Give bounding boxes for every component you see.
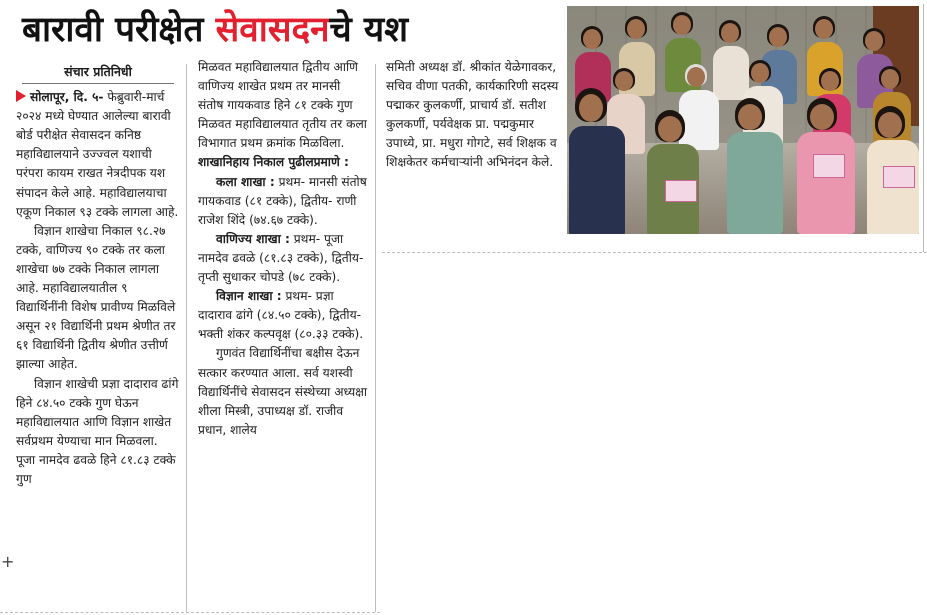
article-paragraph — [16, 88, 180, 222]
headline — [22, 2, 562, 58]
photo-bottom-rule — [382, 252, 927, 253]
science-text: प्रथम- प्रज्ञा दादाराव ढांगे (८४.५० टक्के), द्वितीय- भक्ती शंकर कल्पवृक्ष (८०.३३ टक्के). — [198, 289, 364, 342]
results-subhead: शाखानिहाय निकाल पुढीलप्रमाणे : — [198, 155, 349, 170]
crop-mark-icon: + — [1, 552, 15, 571]
article-column-2 — [198, 58, 368, 440]
article-paragraph: विज्ञान शाखेची प्रज्ञा दादाराव ढांगे हिने ८४.५० टक्के गुण घेऊन महाविद्यालयात आणि विज्ञान शाखेत सर्वप्रथम येण्याचा मान मिळवला. पूजा नामदेव ढवळे हिने ८१.८३ टक्के गुण — [16, 376, 179, 486]
article-column-1 — [16, 58, 180, 489]
article-paragraph: समिती अध्यक्ष डॉ. श्रीकांत येळेगावकर, सचिव वीणा पतकी, कार्यकारिणी सदस्य पद्माकर कुलकर्णी, प्राचार्य डॉ. सतीश कुलकर्णी, पर्यवेक्षक प्रा. पद्मकुमार उपाध्ये, प्रा. मधुरा गोगटे, सर्व शिक्षक व शिक्षकेतर कर्मचाऱ्यांनी अभिनंदन केले. — [386, 60, 559, 170]
dateline: सोलापूर, दि. ५- — [30, 90, 104, 105]
arts-label: कला शाखा : — [216, 174, 275, 189]
result-arts — [198, 173, 368, 230]
result-commerce — [198, 230, 368, 287]
group-photo — [567, 6, 919, 234]
column-divider — [186, 64, 187, 612]
result-science — [198, 287, 368, 344]
headline-part1: बारावी परीक्षेत — [22, 10, 216, 50]
article-paragraph: गुणवंत विद्यार्थिनींचा बक्षीस देऊन सत्कार करण्यात आला. सर्व यशस्वी विद्यार्थिनींचे सेवासदन संस्थेच्या अध्यक्षा शीला मिस्त्री, उपाध्यक्ष डॉ. राजीव प्रधान, शालेय — [198, 346, 368, 437]
red-triangle-icon — [16, 90, 26, 102]
commerce-text: प्रथम- पूजा नामदेव ढवळे (८१.८३ टक्के), द्वितीय- तृप्ती सुधाकर चोपडे (७८ टक्के). — [198, 231, 364, 285]
paragraph-text: फेब्रुवारी-मार्च २०२४ मध्ये घेण्यात आलेल्या बारावी बोर्ड परीक्षेत सेवासदन कनिष्ठ महाविद्यालयाने उज्ज्वल यशाची परंपरा कायम राखत नेत्रदीपक यश संपादन केले आहे. महाविद्यालयाचा एकूण निकाल ९३ टक्के लागला आहे. — [16, 90, 179, 219]
photo-side-rule — [923, 4, 924, 252]
byline: संचार प्रतिनिधी — [22, 62, 174, 84]
arts-text: प्रथम- मानसी संतोष गायकवाड (८१ टक्के), द्वितीय- राणी राजेश शिंदे (७४.६७ टक्के). — [198, 174, 367, 227]
column-divider — [375, 64, 376, 612]
science-label: विज्ञान शाखा : — [216, 289, 282, 304]
article-paragraph: विज्ञान शाखेचा निकाल ९८.२७ टक्के, वाणिज्य ९० टक्के तर कला शाखेचा ७७ टक्के निकाल लागला आहे. महाविद्यालयातील ९ विद्यार्थिनींनी विशेष प्रावीण्य मिळविले असून २१ विद्यार्थिनी प्रथम श्रेणीत तर ६१ विद्यार्थिनी द्वितीय श्रेणीत उत्तीर्ण झाल्या आहेत. — [16, 223, 176, 372]
headline-part3: चे यश — [329, 10, 409, 50]
bottom-rule — [0, 612, 380, 613]
article-paragraph: मिळवत महाविद्यालयात द्वितीय आणि वाणिज्य शाखेत प्रथम तर मानसी संतोष गायकवाड हिने ८१ टक्के गुण मिळवत महाविद्यालयात तृतीय तर कला विभागात प्रथम क्रमांक मिळविला. — [198, 60, 367, 151]
article-column-3 — [386, 58, 562, 173]
commerce-label: वाणिज्य शाखा : — [216, 231, 290, 246]
headline-highlight: सेवासदन — [215, 10, 330, 50]
